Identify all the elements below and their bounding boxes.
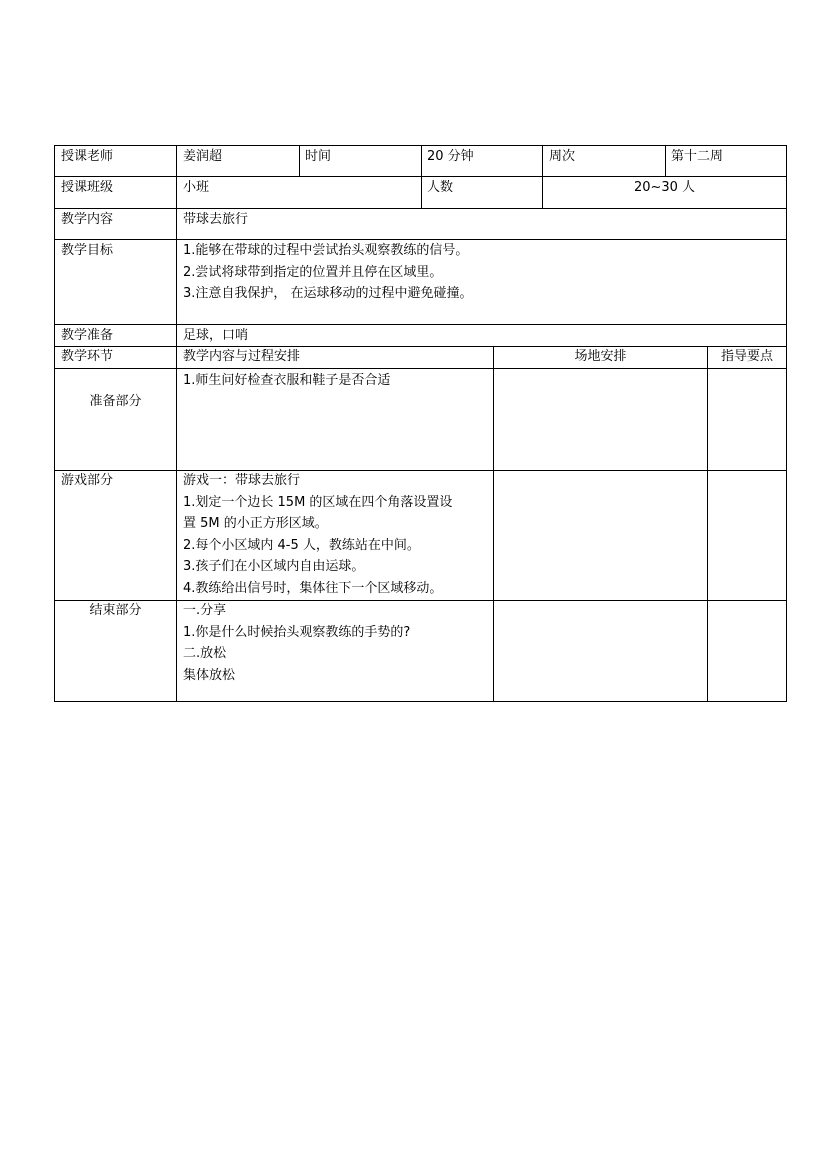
time-value: 20 分钟 [427,149,474,164]
content-label: 教学内容 [61,212,114,227]
section-line: 1.师生问好检查衣服和鞋子是否合适 [183,373,391,388]
count-value: 20~30 人 [633,180,696,195]
teacher-label: 授课老师 [61,149,114,164]
section-line: 1.划定一个边长 15M 的区域在四个角落设置设 [183,494,453,510]
section-name: 准备部分 [89,394,142,409]
section-line: 1.你是什么时候抬头观察教练的手势的? [183,624,411,640]
section-line: 一.分享 [183,603,227,618]
section-line: 二.放松 [183,646,227,661]
section-line: 2.每个小区域内 4-5 人，教练站在中间。 [183,537,420,553]
prep-label: 教学准备 [61,328,114,343]
class-value: 小班 [183,180,210,195]
rule-h [54,701,787,702]
rule-h [54,324,787,325]
prep-value: 足球，口哨 [183,328,249,343]
section-line: 置 5M 的小正方形区域。 [183,516,328,531]
goal-item: 2.尝试将球带到指定的位置并且停在区域里。 [183,264,443,280]
rule-v [707,346,708,702]
rule-v [665,145,666,177]
section-line: 4.教练给出信号时，集体往下一个区域移动。 [183,580,443,596]
time-label: 时间 [305,149,332,164]
goal-label: 教学目标 [61,243,114,258]
week-value: 第十二周 [671,149,724,164]
section-content [183,600,410,686]
header-points: 指导要点 [720,349,773,364]
header-content: 教学内容与过程安排 [183,349,301,364]
content-value: 带球去旅行 [183,212,249,227]
teacher-value: 姜润超 [183,149,223,164]
rule-h [54,368,787,369]
header-field: 场地安排 [574,349,627,364]
rule-v [421,145,422,209]
section-line: 3.孩子们在小区域内自由运球。 [183,559,365,574]
section-line: 集体放松 [183,667,236,683]
rule-v [786,145,787,702]
goal-item: 1.能够在带球的过程中尝试抬头观察教练的信号。 [183,243,469,258]
section-line: 游戏一：带球去旅行 [183,473,301,488]
rule-v [493,346,494,702]
section-name: 结束部分 [89,603,142,618]
header-stage: 教学环节 [61,349,114,364]
class-label: 授课班级 [61,180,114,195]
count-label: 人数 [427,180,454,195]
week-label: 周次 [549,149,576,164]
rule-v [176,145,177,702]
rule-v [299,145,300,177]
goal-item: 3.注意自我保护， 在运球移动的过程中避免碰撞。 [183,286,473,301]
section-content [183,470,452,599]
section-content [183,370,390,392]
section-name: 游戏部分 [61,473,114,488]
goal-list [183,240,473,305]
